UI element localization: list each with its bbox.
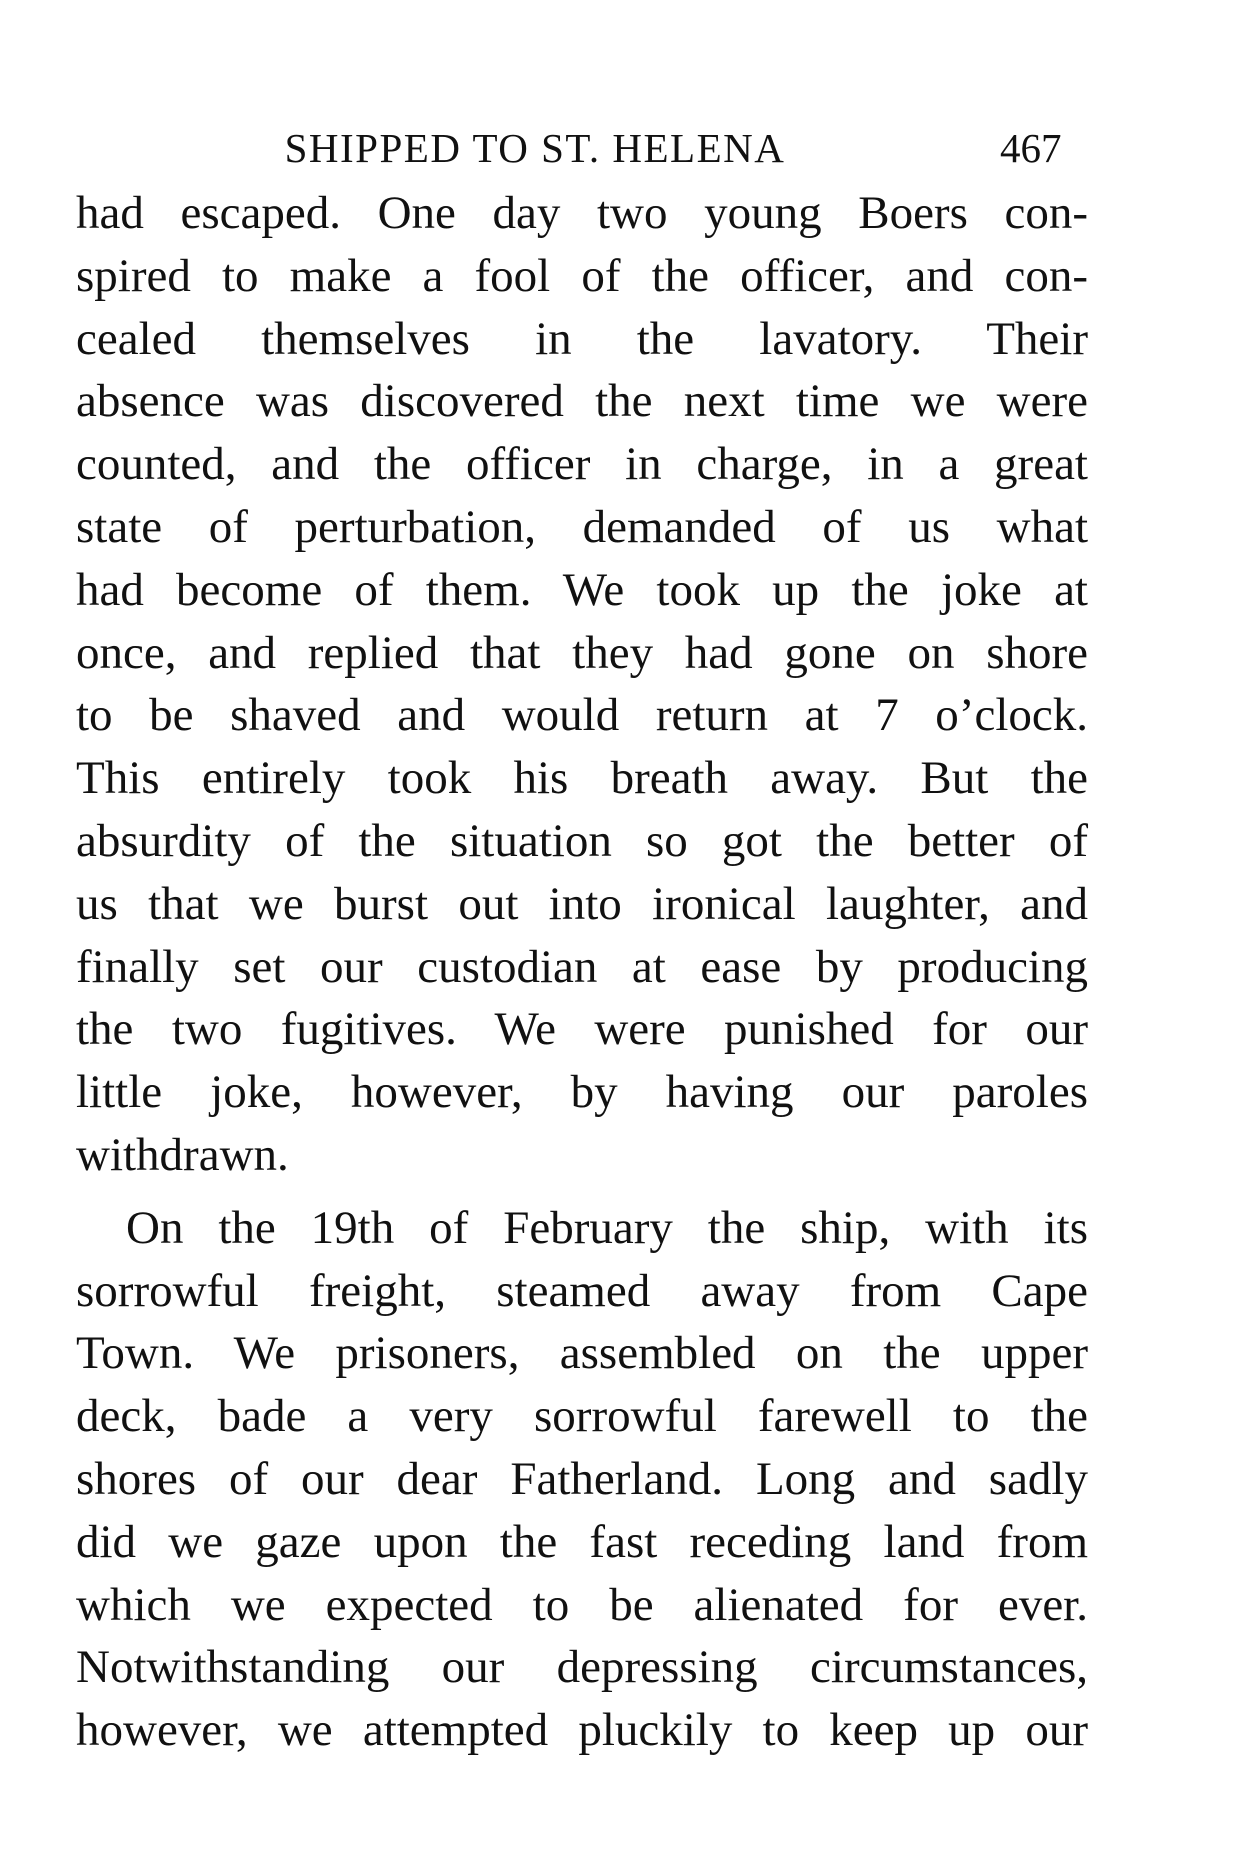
text-line: had become of them. We took up the joke at <box>76 563 1088 616</box>
text-line: On the 19th of February the ship, with its <box>126 1201 1088 1254</box>
text-line: shores of our dear Fatherland. Long and sadly <box>76 1452 1088 1505</box>
text-line: sorrowful freight, steamed away from Cape <box>76 1264 1088 1317</box>
text-line: once, and replied that they had gone on shore <box>76 626 1088 679</box>
text-line: little joke, however, by having our paroles <box>76 1066 1088 1119</box>
text-line: spired to make a fool of the officer, and con- <box>76 249 1088 302</box>
text-line: Notwithstanding our depressing circumstances, <box>76 1641 1088 1694</box>
text-line: cealed themselves in the lavatory. Their <box>76 312 1088 365</box>
text-line: to be shaved and would return at 7 o’clock. <box>76 689 1088 742</box>
body-text <box>76 182 1088 1762</box>
text-line: state of perturbation, demanded of us what <box>76 500 1088 553</box>
paragraph-1 <box>76 182 1088 1187</box>
text-line: absurdity of the situation so got the better of <box>76 814 1088 867</box>
running-title: SHIPPED TO ST. HELENA <box>284 125 786 171</box>
text-line: Town. We prisoners, assembled on the upper <box>76 1327 1088 1380</box>
text-line: This entirely took his breath away. But the <box>76 752 1088 805</box>
paragraph-gap <box>76 1187 1088 1197</box>
text-line: did we gaze upon the fast receding land from <box>76 1515 1088 1568</box>
paragraph-2 <box>76 1197 1088 1762</box>
text-line: however, we attempted pluckily to keep up our <box>76 1704 1088 1757</box>
text-line: finally set our custodian at ease by producing <box>76 940 1088 993</box>
text-line: the two fugitives. We were punished for our <box>76 1003 1088 1056</box>
page-number: 467 <box>1000 125 1062 171</box>
running-head <box>0 118 1237 178</box>
text-line: us that we burst out into ironical laughter, and <box>76 877 1088 930</box>
text-line: withdrawn. <box>76 1128 289 1181</box>
text-line: counted, and the officer in charge, in a great <box>76 438 1088 491</box>
text-line: deck, bade a very sorrowful farewell to the <box>76 1390 1088 1443</box>
text-line: had escaped. One day two young Boers con- <box>76 187 1088 239</box>
text-line: absence was discovered the next time we were <box>76 375 1088 428</box>
text-line: which we expected to be alienated for ever. <box>76 1578 1088 1631</box>
